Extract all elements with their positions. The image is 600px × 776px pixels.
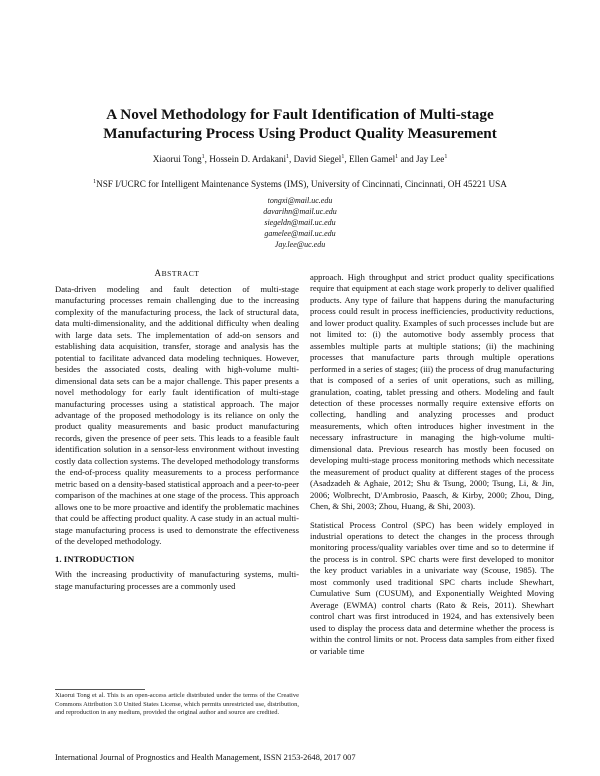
abstract-heading-cap: A: [154, 268, 162, 278]
author-affiliation-mark: 1: [286, 153, 290, 160]
author-list: [40, 153, 560, 165]
author-name: Ellen Gamel: [348, 154, 396, 164]
abstract-text: Data-driven modeling and fault detection of multi-stage manufacturing processes remain challenging due to the increasing complexity of the manufacturing process, the lack of structural data, data multi-dimensionality, and the additional difficulty when dealing with large data sets. The implementation of add-on sensors and establishing data acquisition, transfer, storage and analysis has the potential to facilitate advanced data modeling techniques. However, besides the associated costs, dealing with high-volume multi-dimensional data sets can be a major challenge. This paper presents a novel methodology for early fault identification of multi-stage manufacturing processes using a statistical approach. The major advantage of the proposed methodology is its reliance on only the product quality measurements and basic product manufacturing records, given the presence of peer sets. This leads to a feasible fault identification solution in a sensor-less environment without investing costly data collection systems. The developed methodology transforms the end-of-process quality measurements to a process performance metric based on a density-based statistical approach and a peer-to-peer comparison of the machines at one stage of the process. This approach allows one to be more proactive and identify the problematic machines that could be affecting product quality. A case study in an actual multi-stage manufacturing process is used to demonstrate the effectiveness of the developed methodology.: [55, 284, 299, 546]
intro-paragraph-2: Statistical Process Control (SPC) has been widely employed in industrial operations to detect the changes in the process through monitoring process/quality variables over time and so to determine if the process is in control. SPC charts were first developed to monitor the key product variables in a univariate way (Scouse, 1985). The most commonly used traditional SPC charts include Shewhart, Cumulative Sum (CUSUM), and Exponentially Weighted Moving Average (EWMA) control charts (Rato & Reis, 2011). Shewhart control chart was first introduced in 1924, and has extensively been used to display the process data and determine whether the process is within the control limits or not. Process data samples from either fixed or variable time: [310, 519, 554, 656]
license-footnote: Xiaorui Tong et al. This is an open-access article distributed under the terms of the Creative Commons Attribution 3.0 United States License, which permits unrestricted use, distribution, and reproduction in any medium, provided the original author and source are credited.: [55, 692, 299, 717]
paragraph-spacer: [310, 513, 554, 520]
author-affiliation-mark: 1: [395, 153, 399, 160]
footnote-divider: [55, 689, 145, 690]
introduction-text: With the increasing productivity of manufacturing systems, multi-stage manufacturing processes are a commonly used: [55, 569, 299, 591]
paper-title: [40, 105, 560, 143]
author-separator: ,: [344, 154, 349, 164]
affiliation-mark: 1: [93, 178, 97, 185]
author-name: Xiaorui Tong: [152, 154, 202, 164]
email-address[interactable]: davarihn@mail.uc.edu: [263, 207, 337, 216]
right-column: [310, 272, 554, 657]
title-line-2: Manufacturing Process Using Product Quality Measurement: [103, 125, 497, 142]
abstract-heading-rest: BSTRACT: [161, 269, 200, 278]
author-separator: and: [398, 154, 416, 164]
email-address[interactable]: tongxi@mail.uc.edu: [267, 196, 333, 205]
introduction-heading: 1. INTRODUCTION: [55, 554, 135, 565]
intro-paragraph-1: approach. High throughput and strict product quality specifications require that equipment at each stage work properly to deliver qualified products. Any type of failure that happens during the manufacturing process could result in process inefficiencies, productivity reductions, and lower product quality. Examples of such processes include but are not limited to: (i) the automotive body assembly process that assembles multiple parts at multiple stations; (ii) the machining processes that manufacture parts through multiple operations performed in a series of stages; (iii) the process of drug manufacturing that is composed of a series of unit operations, such as milling, granulation, coating, tablet pressing and others. Modeling and fault detection of these processes normally require extensive efforts on collecting, handling and analyzing processes and product measurements, which often introduces higher investment in the necessary infrastructure in managing the high-volume multi-dimensional data. Previous research has mostly been focused on developing multi-stage process monitoring methods which necessitate the measurement of product quality at different stages of the process (Asadzadeh & Aghaie, 2012; Shu & Tsung, 2000; Tsung, Li, & Jin, 2006; Wolbrecht, D'Ambrosio, Paasch, & Kirby, 2000; Zhou, Ding, Chen, & Shi, 2003; Zhou, Huang, & Shi, 2003).: [310, 272, 554, 512]
email-address[interactable]: siegeldn@mail.uc.edu: [264, 218, 336, 227]
left-column: [55, 268, 299, 592]
author-name: Jay Lee: [416, 154, 445, 164]
author-affiliation-mark: 1: [341, 153, 345, 160]
author-affiliation-mark: 1: [201, 153, 205, 160]
abstract-heading: [55, 268, 299, 279]
author-emails: [40, 195, 560, 250]
affiliation-text: NSF I/UCRC for Intelligent Maintenance Systems (IMS), University of Cincinnati, Cincinnati, OH 45221 USA: [96, 179, 507, 189]
email-address[interactable]: Jay.lee@uc.edu: [274, 240, 326, 249]
author-separator: ,: [289, 154, 294, 164]
email-address[interactable]: gamelee@mail.uc.edu: [264, 229, 336, 238]
author-affiliation-mark: 1: [444, 153, 448, 160]
author-name: Hossein D. Ardakani: [209, 154, 287, 164]
author-affiliation: [40, 178, 560, 190]
journal-footer: International Journal of Prognostics and Health Management, ISSN 2153-2648, 2017 007: [55, 753, 356, 762]
author-separator: ,: [204, 154, 210, 164]
title-line-1: A Novel Methodology for Fault Identification of Multi-stage: [106, 106, 494, 123]
author-name: David Siegel: [293, 154, 342, 164]
